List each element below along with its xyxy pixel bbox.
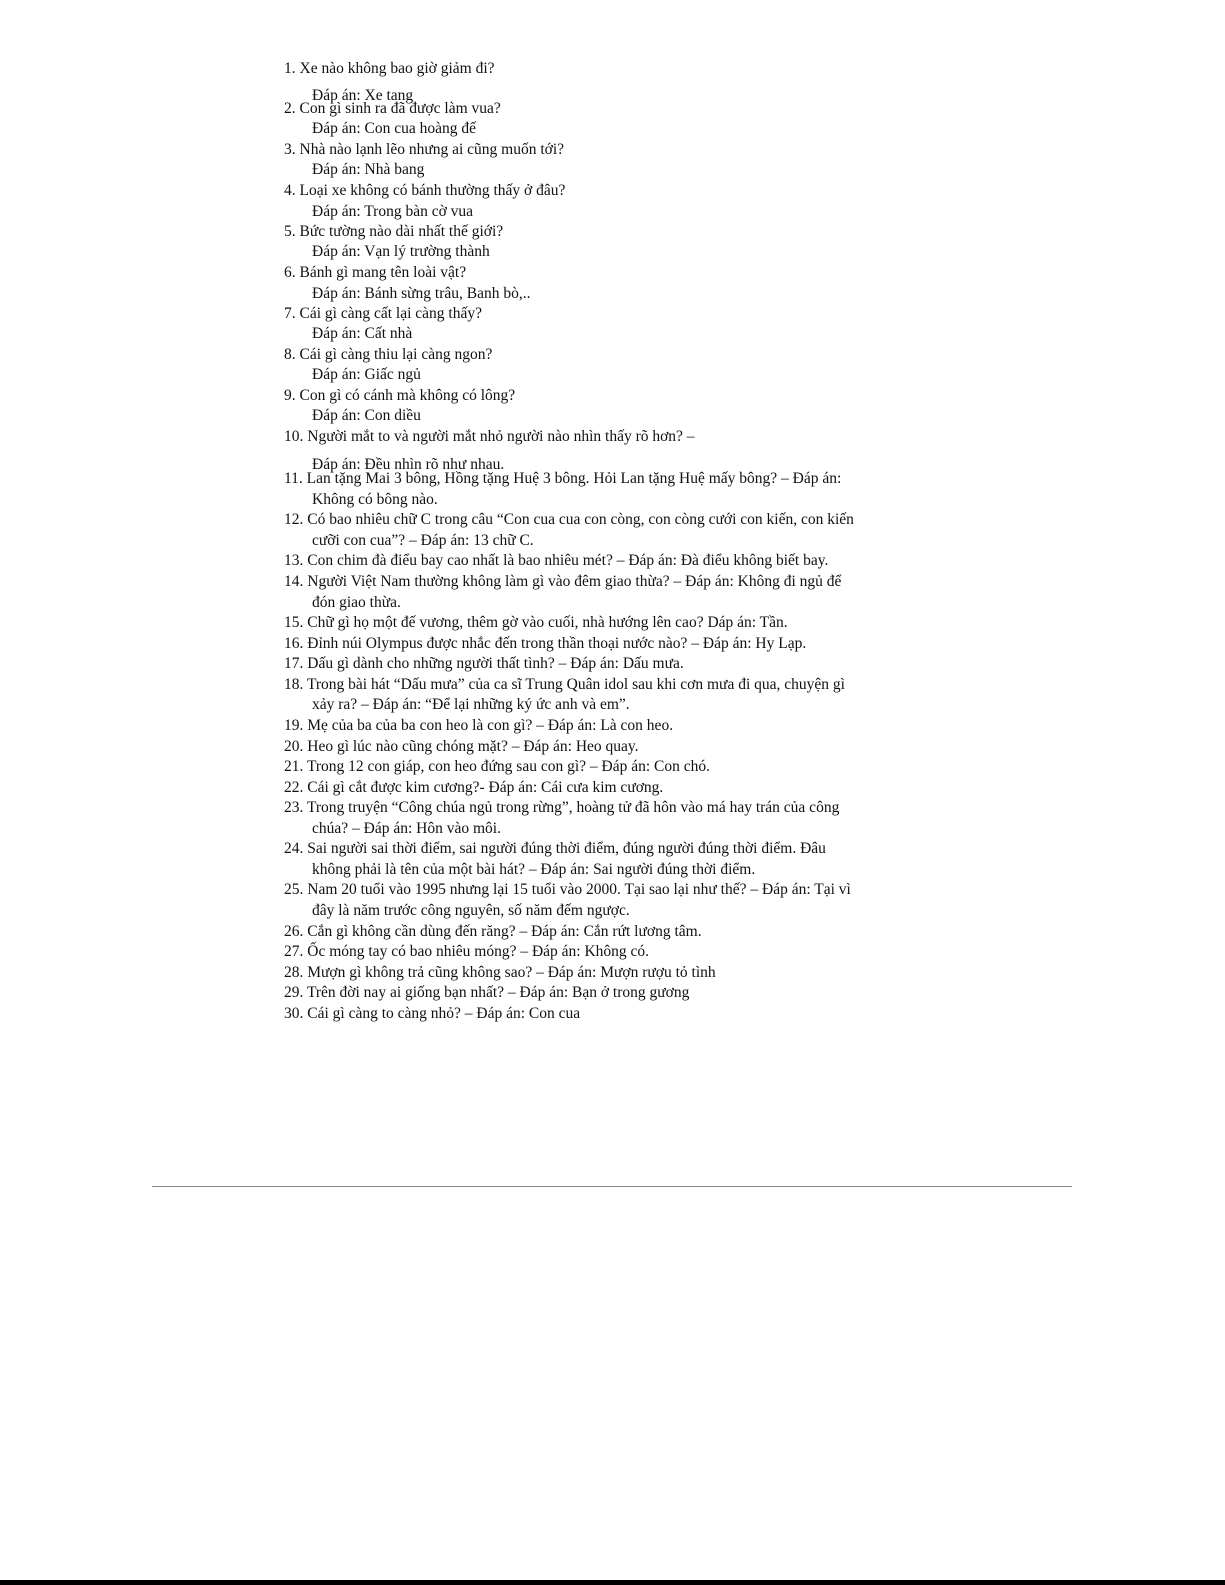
answer-9: Đáp án: Con diều (312, 407, 421, 424)
question-2: 2. Con gì sinh ra đã được làm vua? (284, 100, 501, 117)
question-4: 4. Loại xe không có bánh thường thấy ở đâu? (284, 182, 566, 199)
question-8: 8. Cái gì càng thiu lại càng ngon? (284, 346, 493, 363)
question-18-cont: xảy ra? – Đáp án: “Để lại những ký ức anh và em”. (312, 696, 630, 713)
question-19: 19. Mẹ của ba của ba con heo là con gì? – Đáp án: Là con heo. (284, 717, 674, 734)
question-14-cont: đón giao thừa. (312, 594, 401, 611)
question-24: 24. Sai người sai thời điểm, sai người đúng thời điểm, đúng người đúng thời điểm. Đâu (284, 840, 826, 857)
question-11-cont: Không có bông nào. (312, 491, 438, 508)
answer-8: Đáp án: Giấc ngủ (312, 366, 421, 383)
question-5: 5. Bức tường nào dài nhất thế giới? (284, 223, 504, 240)
question-28: 28. Mượn gì không trả cũng không sao? – Đáp án: Mượn rượu tỏ tình (284, 964, 716, 981)
page-divider (152, 1186, 1072, 1187)
question-30: 30. Cái gì càng to càng nhỏ? – Đáp án: Con cua (284, 1005, 581, 1022)
question-22: 22. Cái gì cắt được kim cương?- Đáp án: Cái cưa kim cương. (284, 779, 664, 796)
answer-4: Đáp án: Trong bàn cờ vua (312, 203, 474, 220)
question-3: 3. Nhà nào lạnh lẽo nhưng ai cũng muốn tới? (284, 141, 565, 158)
question-29: 29. Trên đời nay ai giống bạn nhất? – Đáp án: Bạn ở trong gương (284, 984, 690, 1001)
bottom-edge-bar (0, 1580, 1225, 1585)
question-1: 1. Xe nào không bao giờ giảm đi? (284, 60, 495, 77)
question-20: 20. Heo gì lúc nào cũng chóng mặt? – Đáp án: Heo quay. (284, 738, 639, 755)
question-13: 13. Con chim đà điểu bay cao nhất là bao nhiêu mét? – Đáp án: Đà điểu không biết bay. (284, 552, 829, 569)
question-6: 6. Bánh gì mang tên loài vật? (284, 264, 467, 281)
question-11: 11. Lan tặng Mai 3 bông, Hồng tặng Huệ 3 bông. Hỏi Lan tặng Huệ mấy bông? – Đáp án: (284, 470, 842, 487)
question-23: 23. Trong truyện “Công chúa ngủ trong rừng”, hoàng tử đã hôn vào má hay trán của công (284, 799, 840, 816)
question-25: 25. Nam 20 tuổi vào 1995 nhưng lại 15 tuổi vào 2000. Tại sao lại như thế? – Đáp án: Tại vì (284, 881, 851, 898)
question-16: 16. Đỉnh núi Olympus được nhắc đến trong thần thoại nước nào? – Đáp án: Hy Lạp. (284, 635, 807, 652)
answer-2: Đáp án: Con cua hoàng đế (312, 120, 476, 137)
question-9: 9. Con gì có cánh mà không có lông? (284, 387, 516, 404)
question-24-cont: không phải là tên của một bài hát? – Đáp án: Sai người đúng thời điểm. (312, 861, 756, 878)
answer-6: Đáp án: Bánh sừng trâu, Banh bò,.. (312, 285, 531, 302)
question-27: 27. Ốc móng tay có bao nhiêu móng? – Đáp án: Không có. (284, 943, 650, 960)
question-14: 14. Người Việt Nam thường không làm gì vào đêm giao thừa? – Đáp án: Không đi ngủ để (284, 573, 842, 590)
answer-10: Đáp án: Đều nhìn rõ như nhau. (312, 456, 505, 473)
question-12: 12. Có bao nhiêu chữ C trong câu “Con cua cua con còng, con còng cưới con kiến, con kiến (284, 511, 854, 528)
answer-3: Đáp án: Nhà bang (312, 161, 425, 178)
answer-7: Đáp án: Cất nhà (312, 325, 413, 342)
question-12-cont: cưỡi con cua”? – Đáp án: 13 chữ C. (312, 532, 534, 549)
question-23-cont: chúa? – Đáp án: Hôn vào môi. (312, 820, 501, 837)
question-17: 17. Dấu gì dành cho những người thất tình? – Đáp án: Dấu mưa. (284, 655, 684, 672)
question-25-cont: đây là năm trước công nguyên, số năm đếm ngược. (312, 902, 630, 919)
question-26: 26. Cắn gì không cần dùng đến răng? – Đáp án: Cắn rứt lương tâm. (284, 923, 702, 940)
question-7: 7. Cái gì càng cất lại càng thấy? (284, 305, 482, 322)
question-21: 21. Trong 12 con giáp, con heo đứng sau con gì? – Đáp án: Con chó. (284, 758, 710, 775)
question-15: 15. Chữ gì họ một đế vương, thêm gờ vào cuối, nhà hướng lên cao? Dáp án: Tần. (284, 614, 788, 631)
answer-5: Đáp án: Vạn lý trường thành (312, 243, 490, 260)
answer-1: Đáp án: Xe tang (312, 87, 414, 104)
question-18: 18. Trong bài hát “Dấu mưa” của ca sĩ Trung Quân idol sau khi cơn mưa đi qua, chuyện gì (284, 676, 845, 693)
question-10: 10. Người mắt to và người mắt nhỏ người nào nhìn thấy rõ hơn? – (284, 428, 695, 445)
